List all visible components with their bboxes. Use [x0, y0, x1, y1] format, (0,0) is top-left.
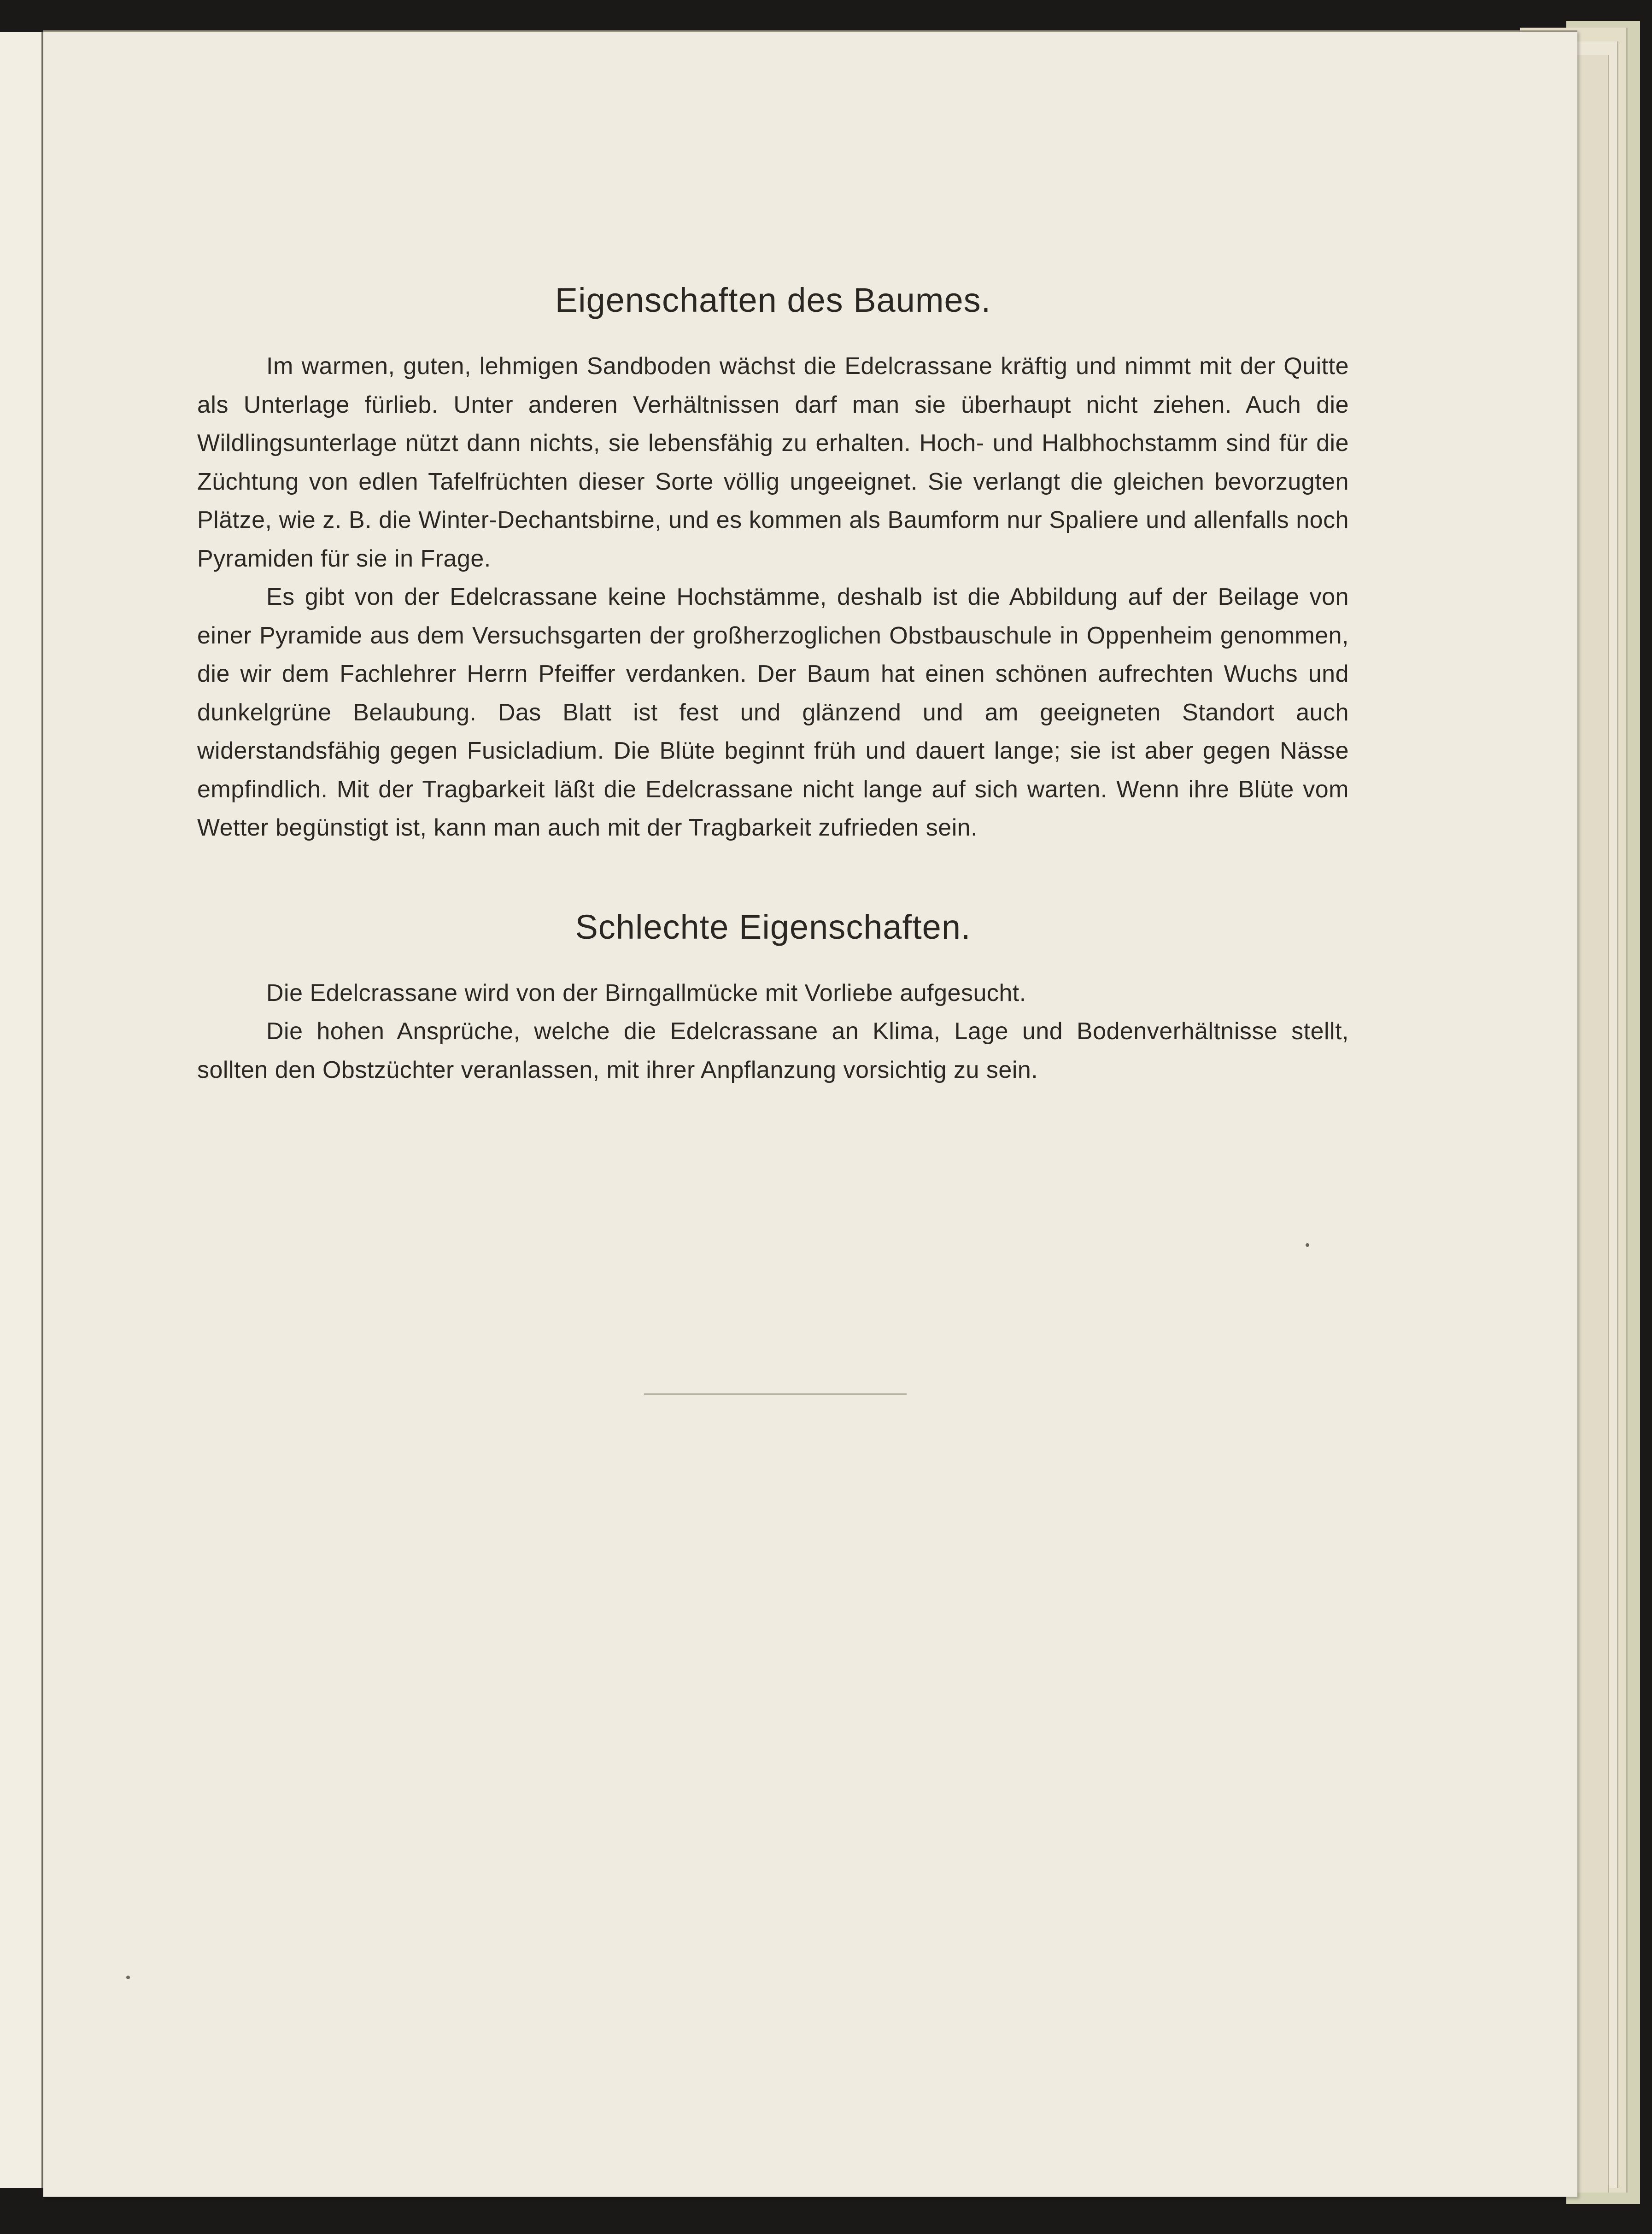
paragraph: Die hohen Ansprüche, welche die Edelcrassane an Klima, Lage und Bodenverhältnisse stellt, sollten den Obstzüchter veranlassen, mit ihrer Anpflanzung vorsichtig zu sein. [197, 1018, 1349, 1083]
book-page [43, 30, 1577, 2197]
paper-speck [126, 1976, 130, 1979]
paragraph: Im warmen, guten, lehmigen Sandboden wächst die Edelcrassane kräftig und nimmt mit der Quitte als Unterlage fürlieb. Unter anderen Verhältnissen darf man sie überhaupt nicht ziehen. Auch die Wildlingsunterlage nützt dann nichts, sie lebensfähig zu erhalten. Hoch- und Halbhochstamm sind für die Züchtung von edlen Tafelfrüchten dieser Sorte völlig ungeeignet. Sie verlangt die gleichen bevorzugten Plätze, wie z. B. die Winter-Dechantsbirne, und es kommen als Baumform nur Spaliere und allenfalls noch Pyramiden für sie in Frage. [197, 353, 1349, 572]
facing-page-edge [0, 32, 43, 2188]
paragraph: Es gibt von der Edelcrassane keine Hochstämme, deshalb ist die Abbildung auf der Beilage von einer Pyramide aus dem Versuchsgarten der großherzoglichen Obstbauschule in Oppenheim genommen, die wir dem Fachlehrer Herrn Pfeiffer verdanken. Der Baum hat einen schönen aufrechten Wuchs und dunkelgrüne Belaubung. Das Blatt ist fest und glänzend und am geeigneten Standort auch widerstandsfähig gegen Fusicladium. Die Blüte beginnt früh und dauert lange; sie ist aber gegen Nässe empfindlich. Mit der Tragbarkeit läßt die Edelcrassane nicht lange auf sich warten. Wenn ihre Blüte vom Wetter begünstigt ist, kann man auch mit der Tragbarkeit zufrieden sein. [197, 584, 1349, 841]
page-content [197, 281, 1349, 1089]
closing-rule [644, 1393, 907, 1395]
paper-speck [1306, 1243, 1309, 1247]
section-heading-tree-properties: Eigenschaften des Baumes. [555, 281, 991, 319]
paragraph: Die Edelcrassane wird von der Birngallmücke mit Vorliebe aufgesucht. [266, 979, 1026, 1006]
section-heading-bad-properties: Schlechte Eigenschaften. [575, 907, 971, 946]
